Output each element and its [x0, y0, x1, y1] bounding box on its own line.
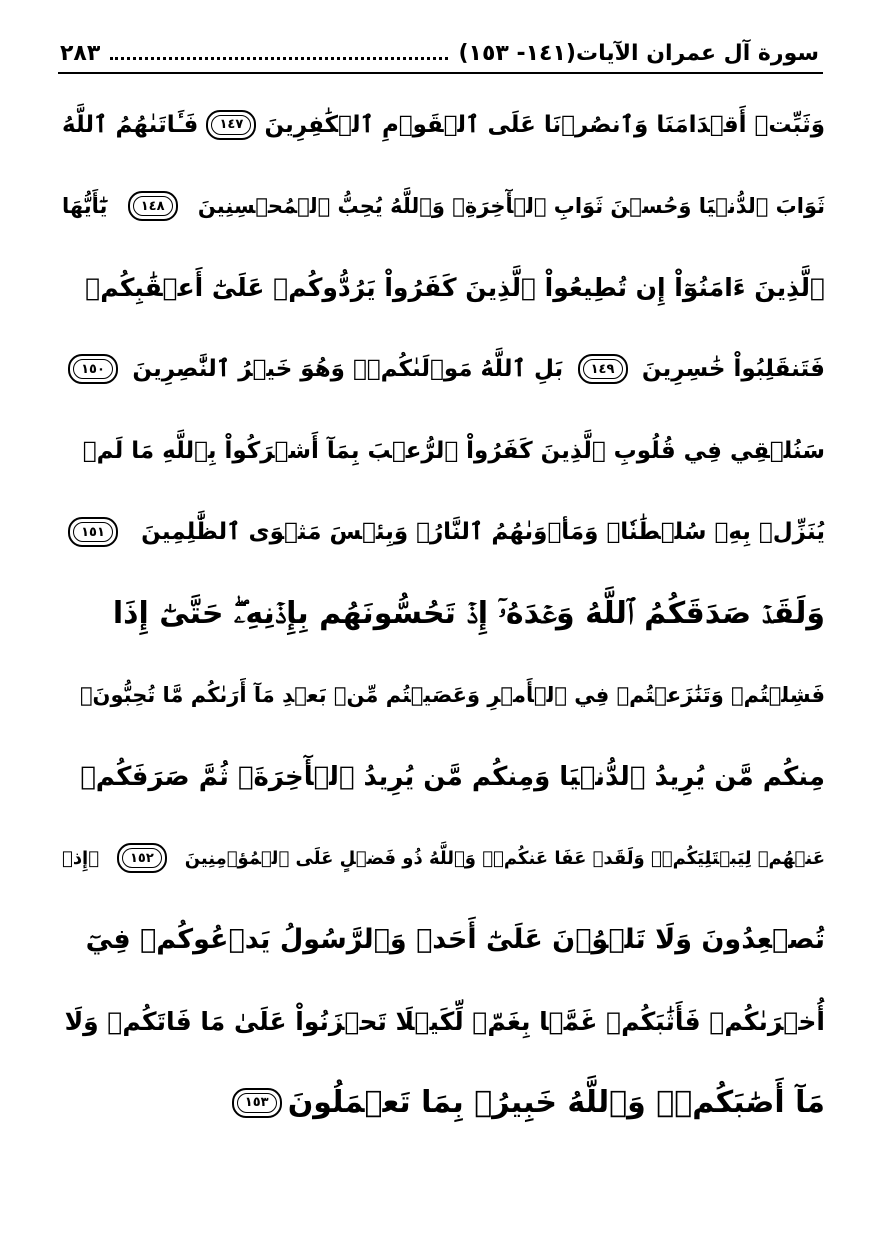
- ayah-number: ١٤٩: [590, 361, 615, 377]
- text-line: [62, 329, 825, 411]
- ayah-number: ١٤٨: [140, 198, 165, 214]
- ayah-number: ١٤٧: [219, 117, 244, 133]
- ayah-number: ١٥٢: [129, 850, 154, 866]
- verse-text: يُنَزِّلۡ بِهِۦ سُلۡطَٰنٗاۖ وَمَأۡوَىٰهُمُ ٱلنَّارُۚ وَبِئۡسَ مَثۡوَى ٱلظَّٰلِمِينَ: [141, 519, 825, 546]
- verse-text: فَتَنقَلِبُواْ خَٰسِرِينَ: [641, 356, 825, 383]
- verse-text: فَـَٔاتَىٰهُمُ ٱللَّهُ: [62, 111, 199, 138]
- ayah-number-marker: [68, 517, 118, 547]
- verse-text: ٱلَّذِينَ ءَامَنُوٓاْ إِن تُطِيعُواْ ٱلَّذِينَ كَفَرُواْ يَرُدُّوكُمۡ عَلَىٰٓ أَعۡقَٰبِكُمۡ: [85, 273, 825, 303]
- verse-text: مِنكُم مَّن يُرِيدُ ٱلدُّنۡيَا وَمِنكُم مَّن يُرِيدُ ٱلۡأٓخِرَةَۚ ثُمَّ صَرَفَكُمۡ: [80, 761, 825, 792]
- verse-text: وَلَقَدۡ صَدَقَكُمُ ٱللَّهُ وَعۡدَهُۥٓ إِذۡ تَحُسُّونَهُم بِإِذۡنِهِۦۖ حَتَّىٰٓ إِذَا: [112, 596, 825, 632]
- verse-text: ثَوَابَ ٱلدُّنۡيَا وَحُسۡنَ ثَوَابِ ٱلۡأٓخِرَةِۗ وَٱللَّهُ يُحِبُّ ٱلۡمُحۡسِنِينَ: [197, 194, 825, 219]
- ayah-number: ١٥٣: [244, 1095, 269, 1111]
- ayah-number-marker: [128, 191, 178, 221]
- verse-text: مَآ أَصَٰبَكُمۡۗ وَٱللَّهُ خَبِيرُۢ بِمَا تَعۡمَلُونَ: [287, 1085, 825, 1121]
- verse-text: بَلِ ٱللَّهُ مَوۡلَىٰكُمۡۖ وَهُوَ خَيۡرُ ٱلنَّٰصِرِينَ: [132, 356, 564, 383]
- verse-text: وَثَبِّتۡ أَقۡدَامَنَا وَٱنصُرۡنَا عَلَى ٱلۡقَوۡمِ ٱلۡكَٰفِرِينَ: [264, 111, 825, 138]
- text-line: [62, 736, 825, 818]
- page-header: [60, 36, 819, 70]
- text-line: [62, 166, 825, 248]
- verse-text: سَنُلۡقِي فِي قُلُوبِ ٱلَّذِينَ كَفَرُواْ ٱلرُّعۡبَ بِمَآ أَشۡرَكُواْ بِٱللَّهِ مَا لَمۡ: [82, 437, 825, 464]
- header-dotted-leader: [110, 57, 448, 60]
- text-line: [62, 899, 825, 981]
- text-line: [62, 981, 825, 1063]
- ayah-number-marker: [206, 110, 256, 140]
- ayah-number: ١٥٠: [81, 361, 105, 377]
- verse-text: تُصۡعِدُونَ وَلَا تَلۡوُۥنَ عَلَىٰٓ أَحَدٖ وَٱلرَّسُولُ يَدۡعُوكُمۡ فِيٓ: [85, 924, 825, 956]
- page-number: ٢٨٣: [60, 40, 101, 66]
- verse-text: أُخۡرَىٰكُمۡ فَأَثَٰبَكُمۡ غَمَّۢا بِغَمّٖ لِّكَيۡلَا تَحۡزَنُواْ عَلَىٰ مَا فَاتَكُمۡ وَلَا: [64, 1006, 825, 1036]
- text-line: [62, 492, 825, 574]
- ayah-number-marker: [578, 354, 628, 384]
- text-line: [62, 84, 825, 166]
- text-line: [62, 818, 825, 900]
- ayah-number-marker: [232, 1088, 282, 1118]
- verse-text: فَشِلۡتُمۡ وَتَنَٰزَعۡتُمۡ فِي ٱلۡأَمۡرِ وَعَصَيۡتُم مِّنۢ بَعۡدِ مَآ أَرَىٰكُم مَّا تُحِبُّونَۚ: [79, 683, 825, 708]
- verse-text: ۞إِذۡ: [62, 847, 100, 869]
- ayah-number-marker: [68, 354, 118, 384]
- verse-text: يَٰٓأَيُّهَا: [62, 194, 108, 219]
- ayah-number-marker: [117, 843, 167, 873]
- text-line: [62, 1062, 825, 1144]
- text-line: [62, 410, 825, 492]
- surah-title: سورة آل عمران الآيات(١٤١- ١٥٣): [458, 40, 819, 66]
- header-divider: [58, 72, 823, 74]
- text-line: [62, 573, 825, 655]
- text-line: [62, 247, 825, 329]
- text-line: [62, 655, 825, 737]
- ayah-number: ١٥١: [81, 524, 105, 540]
- verse-text: عَنۡهُمۡ لِيَبۡتَلِيَكُمۡۖ وَلَقَدۡ عَفَا عَنكُمۡۗ وَٱللَّهُ ذُو فَضۡلٍ عَلَى ٱلۡمُؤۡمِنِينَ: [184, 847, 825, 869]
- quran-text-body: [62, 84, 825, 1144]
